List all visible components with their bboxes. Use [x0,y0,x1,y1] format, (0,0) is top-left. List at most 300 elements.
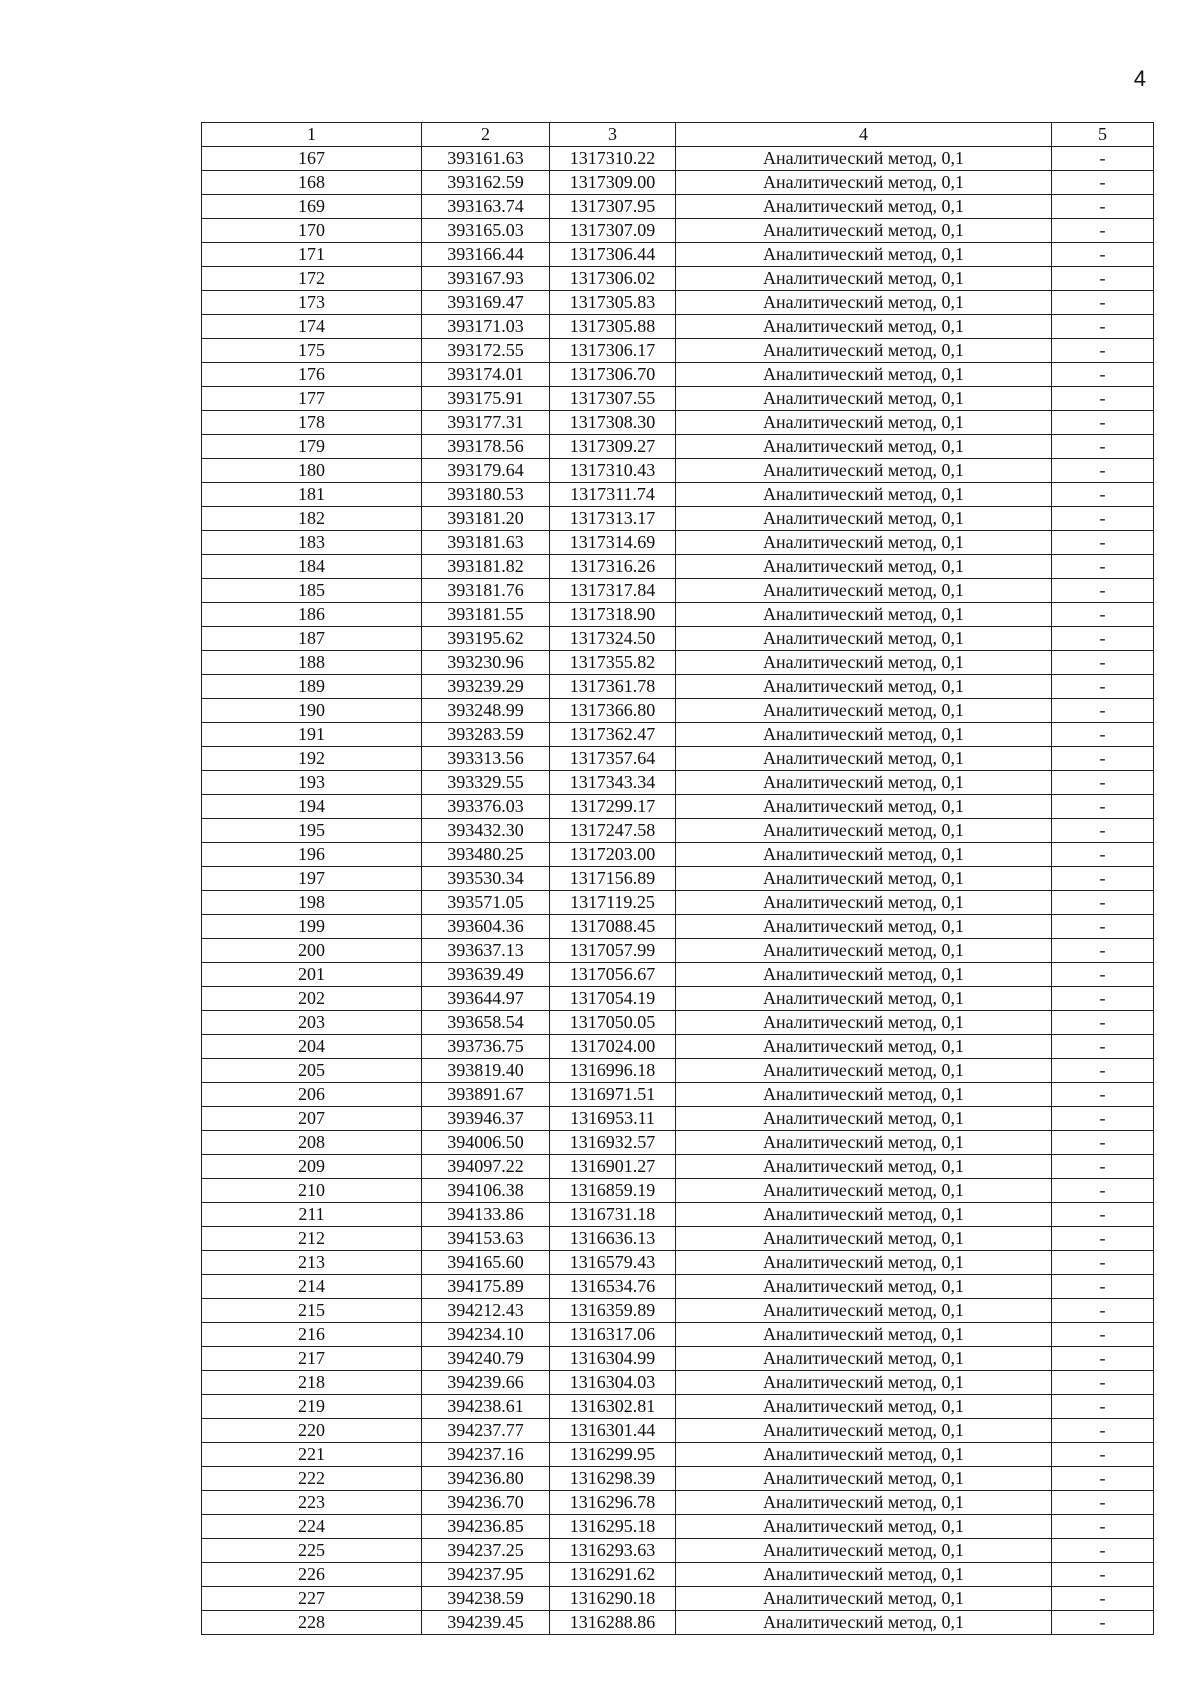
x-coordinate-cell: 393329.55 [422,771,550,795]
point-number-cell: 223 [202,1491,422,1515]
table-row [202,1587,1154,1611]
x-coordinate-cell: 393162.59 [422,171,550,195]
x-coordinate-cell: 394236.70 [422,1491,550,1515]
table-row [202,363,1154,387]
table-row [202,243,1154,267]
method-cell: Аналитический метод, 0,1 [676,291,1052,315]
note-cell: - [1052,1155,1154,1179]
point-number-cell: 172 [202,267,422,291]
point-number-cell: 208 [202,1131,422,1155]
coordinates-table [201,122,1154,1635]
x-coordinate-cell: 393181.20 [422,507,550,531]
x-coordinate-cell: 393376.03 [422,795,550,819]
method-cell: Аналитический метод, 0,1 [676,1251,1052,1275]
method-cell: Аналитический метод, 0,1 [676,1419,1052,1443]
y-coordinate-cell: 1317308.30 [550,411,676,435]
method-cell: Аналитический метод, 0,1 [676,1611,1052,1635]
point-number-cell: 182 [202,507,422,531]
method-cell: Аналитический метод, 0,1 [676,1323,1052,1347]
table-row [202,1611,1154,1635]
method-cell: Аналитический метод, 0,1 [676,1059,1052,1083]
note-cell: - [1052,339,1154,363]
table-row [202,1083,1154,1107]
note-cell: - [1052,459,1154,483]
table-row [202,1539,1154,1563]
method-cell: Аналитический метод, 0,1 [676,1371,1052,1395]
x-coordinate-cell: 393480.25 [422,843,550,867]
method-cell: Аналитический метод, 0,1 [676,651,1052,675]
point-number-cell: 167 [202,147,422,171]
method-cell: Аналитический метод, 0,1 [676,699,1052,723]
x-coordinate-cell: 393167.93 [422,267,550,291]
method-cell: Аналитический метод, 0,1 [676,963,1052,987]
x-coordinate-cell: 393530.34 [422,867,550,891]
method-cell: Аналитический метод, 0,1 [676,219,1052,243]
x-coordinate-cell: 393163.74 [422,195,550,219]
y-coordinate-cell: 1316302.81 [550,1395,676,1419]
note-cell: - [1052,1227,1154,1251]
y-coordinate-cell: 1316996.18 [550,1059,676,1083]
x-coordinate-cell: 393248.99 [422,699,550,723]
point-number-cell: 178 [202,411,422,435]
x-coordinate-cell: 393181.76 [422,579,550,603]
method-cell: Аналитический метод, 0,1 [676,411,1052,435]
x-coordinate-cell: 393171.03 [422,315,550,339]
y-coordinate-cell: 1317366.80 [550,699,676,723]
table-row [202,1107,1154,1131]
note-cell: - [1052,987,1154,1011]
method-cell: Аналитический метод, 0,1 [676,1131,1052,1155]
point-number-cell: 168 [202,171,422,195]
table-row [202,1299,1154,1323]
y-coordinate-cell: 1317024.00 [550,1035,676,1059]
x-coordinate-cell: 393169.47 [422,291,550,315]
x-coordinate-cell: 394006.50 [422,1131,550,1155]
point-number-cell: 200 [202,939,422,963]
method-cell: Аналитический метод, 0,1 [676,1107,1052,1131]
x-coordinate-cell: 393181.63 [422,531,550,555]
method-cell: Аналитический метод, 0,1 [676,867,1052,891]
method-cell: Аналитический метод, 0,1 [676,1179,1052,1203]
y-coordinate-cell: 1316932.57 [550,1131,676,1155]
point-number-cell: 184 [202,555,422,579]
y-coordinate-cell: 1316901.27 [550,1155,676,1179]
note-cell: - [1052,1443,1154,1467]
y-coordinate-cell: 1317318.90 [550,603,676,627]
point-number-cell: 213 [202,1251,422,1275]
point-number-cell: 219 [202,1395,422,1419]
point-number-cell: 175 [202,339,422,363]
point-number-cell: 222 [202,1467,422,1491]
y-coordinate-cell: 1317355.82 [550,651,676,675]
x-coordinate-cell: 394175.89 [422,1275,550,1299]
note-cell: - [1052,1491,1154,1515]
page-number: 4 [1133,66,1146,91]
method-cell: Аналитический метод, 0,1 [676,795,1052,819]
method-cell: Аналитический метод, 0,1 [676,147,1052,171]
point-number-cell: 169 [202,195,422,219]
table-row [202,315,1154,339]
note-cell: - [1052,219,1154,243]
point-number-cell: 211 [202,1203,422,1227]
point-number-cell: 204 [202,1035,422,1059]
table-row [202,1515,1154,1539]
y-coordinate-cell: 1317119.25 [550,891,676,915]
y-coordinate-cell: 1317305.88 [550,315,676,339]
table-body [202,147,1154,1635]
point-number-cell: 193 [202,771,422,795]
method-cell: Аналитический метод, 0,1 [676,1491,1052,1515]
y-coordinate-cell: 1317343.34 [550,771,676,795]
table-row [202,699,1154,723]
point-number-cell: 194 [202,795,422,819]
y-coordinate-cell: 1317050.05 [550,1011,676,1035]
method-cell: Аналитический метод, 0,1 [676,1011,1052,1035]
table-row [202,939,1154,963]
y-coordinate-cell: 1317057.99 [550,939,676,963]
y-coordinate-cell: 1317306.44 [550,243,676,267]
x-coordinate-cell: 393166.44 [422,243,550,267]
point-number-cell: 205 [202,1059,422,1083]
y-coordinate-cell: 1317309.27 [550,435,676,459]
column-header-4: 4 [676,123,1052,147]
y-coordinate-cell: 1316317.06 [550,1323,676,1347]
point-number-cell: 174 [202,315,422,339]
point-number-cell: 186 [202,603,422,627]
point-number-cell: 176 [202,363,422,387]
y-coordinate-cell: 1317310.22 [550,147,676,171]
x-coordinate-cell: 393195.62 [422,627,550,651]
method-cell: Аналитический метод, 0,1 [676,1515,1052,1539]
x-coordinate-cell: 394237.95 [422,1563,550,1587]
note-cell: - [1052,1611,1154,1635]
y-coordinate-cell: 1316291.62 [550,1563,676,1587]
x-coordinate-cell: 394240.79 [422,1347,550,1371]
method-cell: Аналитический метод, 0,1 [676,339,1052,363]
method-cell: Аналитический метод, 0,1 [676,483,1052,507]
table-row [202,1035,1154,1059]
point-number-cell: 185 [202,579,422,603]
point-number-cell: 203 [202,1011,422,1035]
y-coordinate-cell: 1316301.44 [550,1419,676,1443]
table-row [202,867,1154,891]
table-row [202,171,1154,195]
table-row [202,1179,1154,1203]
method-cell: Аналитический метод, 0,1 [676,1299,1052,1323]
x-coordinate-cell: 393891.67 [422,1083,550,1107]
table-row [202,747,1154,771]
x-coordinate-cell: 393181.55 [422,603,550,627]
point-number-cell: 195 [202,819,422,843]
table-row [202,1155,1154,1179]
method-cell: Аналитический метод, 0,1 [676,627,1052,651]
point-number-cell: 181 [202,483,422,507]
note-cell: - [1052,1323,1154,1347]
point-number-cell: 215 [202,1299,422,1323]
note-cell: - [1052,963,1154,987]
table-row [202,915,1154,939]
note-cell: - [1052,1539,1154,1563]
x-coordinate-cell: 393165.03 [422,219,550,243]
method-cell: Аналитический метод, 0,1 [676,675,1052,699]
table-row [202,1371,1154,1395]
table-header-row [202,123,1154,147]
point-number-cell: 202 [202,987,422,1011]
note-cell: - [1052,1563,1154,1587]
table-row [202,291,1154,315]
y-coordinate-cell: 1316304.99 [550,1347,676,1371]
method-cell: Аналитический метод, 0,1 [676,1395,1052,1419]
y-coordinate-cell: 1316288.86 [550,1611,676,1635]
x-coordinate-cell: 394165.60 [422,1251,550,1275]
x-coordinate-cell: 394238.59 [422,1587,550,1611]
point-number-cell: 224 [202,1515,422,1539]
table-row [202,555,1154,579]
method-cell: Аналитический метод, 0,1 [676,1443,1052,1467]
point-number-cell: 179 [202,435,422,459]
table-row [202,1251,1154,1275]
point-number-cell: 188 [202,651,422,675]
x-coordinate-cell: 393604.36 [422,915,550,939]
column-header-1: 1 [202,123,422,147]
y-coordinate-cell: 1316359.89 [550,1299,676,1323]
point-number-cell: 227 [202,1587,422,1611]
method-cell: Аналитический метод, 0,1 [676,459,1052,483]
point-number-cell: 228 [202,1611,422,1635]
table-row [202,411,1154,435]
point-number-cell: 189 [202,675,422,699]
y-coordinate-cell: 1316636.13 [550,1227,676,1251]
note-cell: - [1052,1419,1154,1443]
x-coordinate-cell: 393177.31 [422,411,550,435]
table-row [202,651,1154,675]
table-row [202,579,1154,603]
y-coordinate-cell: 1317054.19 [550,987,676,1011]
y-coordinate-cell: 1316299.95 [550,1443,676,1467]
x-coordinate-cell: 393180.53 [422,483,550,507]
x-coordinate-cell: 393179.64 [422,459,550,483]
table-row [202,603,1154,627]
x-coordinate-cell: 394239.45 [422,1611,550,1635]
table-row [202,531,1154,555]
y-coordinate-cell: 1317305.83 [550,291,676,315]
point-number-cell: 197 [202,867,422,891]
column-header-2: 2 [422,123,550,147]
note-cell: - [1052,363,1154,387]
note-cell: - [1052,1275,1154,1299]
point-number-cell: 210 [202,1179,422,1203]
method-cell: Аналитический метод, 0,1 [676,1467,1052,1491]
method-cell: Аналитический метод, 0,1 [676,1587,1052,1611]
table-row [202,819,1154,843]
x-coordinate-cell: 394212.43 [422,1299,550,1323]
y-coordinate-cell: 1317310.43 [550,459,676,483]
point-number-cell: 191 [202,723,422,747]
note-cell: - [1052,939,1154,963]
point-number-cell: 171 [202,243,422,267]
x-coordinate-cell: 394153.63 [422,1227,550,1251]
note-cell: - [1052,747,1154,771]
point-number-cell: 199 [202,915,422,939]
table-row [202,891,1154,915]
table-row [202,1203,1154,1227]
table-row [202,387,1154,411]
table-row [202,1227,1154,1251]
y-coordinate-cell: 1317307.95 [550,195,676,219]
y-coordinate-cell: 1317314.69 [550,531,676,555]
note-cell: - [1052,723,1154,747]
table-row [202,1059,1154,1083]
note-cell: - [1052,1299,1154,1323]
table-row [202,1011,1154,1035]
table-row [202,795,1154,819]
point-number-cell: 220 [202,1419,422,1443]
column-header-5: 5 [1052,123,1154,147]
x-coordinate-cell: 394237.16 [422,1443,550,1467]
point-number-cell: 177 [202,387,422,411]
y-coordinate-cell: 1316534.76 [550,1275,676,1299]
x-coordinate-cell: 393658.54 [422,1011,550,1035]
note-cell: - [1052,315,1154,339]
point-number-cell: 206 [202,1083,422,1107]
method-cell: Аналитический метод, 0,1 [676,243,1052,267]
table-row [202,435,1154,459]
point-number-cell: 187 [202,627,422,651]
note-cell: - [1052,1515,1154,1539]
method-cell: Аналитический метод, 0,1 [676,507,1052,531]
x-coordinate-cell: 393174.01 [422,363,550,387]
note-cell: - [1052,1107,1154,1131]
note-cell: - [1052,1203,1154,1227]
table-row [202,1275,1154,1299]
table-row [202,843,1154,867]
method-cell: Аналитический метод, 0,1 [676,387,1052,411]
y-coordinate-cell: 1317307.09 [550,219,676,243]
y-coordinate-cell: 1317307.55 [550,387,676,411]
point-number-cell: 217 [202,1347,422,1371]
note-cell: - [1052,627,1154,651]
note-cell: - [1052,171,1154,195]
table-row [202,1131,1154,1155]
x-coordinate-cell: 394238.61 [422,1395,550,1419]
note-cell: - [1052,843,1154,867]
table-row [202,507,1154,531]
x-coordinate-cell: 394237.77 [422,1419,550,1443]
method-cell: Аналитический метод, 0,1 [676,747,1052,771]
table-row [202,483,1154,507]
y-coordinate-cell: 1316859.19 [550,1179,676,1203]
point-number-cell: 218 [202,1371,422,1395]
x-coordinate-cell: 394133.86 [422,1203,550,1227]
table-row [202,459,1154,483]
x-coordinate-cell: 394106.38 [422,1179,550,1203]
method-cell: Аналитический метод, 0,1 [676,195,1052,219]
y-coordinate-cell: 1316298.39 [550,1467,676,1491]
note-cell: - [1052,891,1154,915]
method-cell: Аналитический метод, 0,1 [676,1347,1052,1371]
method-cell: Аналитический метод, 0,1 [676,891,1052,915]
y-coordinate-cell: 1316971.51 [550,1083,676,1107]
table-row [202,147,1154,171]
y-coordinate-cell: 1316304.03 [550,1371,676,1395]
point-number-cell: 201 [202,963,422,987]
y-coordinate-cell: 1317247.58 [550,819,676,843]
x-coordinate-cell: 393946.37 [422,1107,550,1131]
y-coordinate-cell: 1317299.17 [550,795,676,819]
point-number-cell: 180 [202,459,422,483]
point-number-cell: 212 [202,1227,422,1251]
x-coordinate-cell: 393161.63 [422,147,550,171]
note-cell: - [1052,387,1154,411]
x-coordinate-cell: 393313.56 [422,747,550,771]
note-cell: - [1052,507,1154,531]
y-coordinate-cell: 1317306.17 [550,339,676,363]
table-row [202,1467,1154,1491]
point-number-cell: 225 [202,1539,422,1563]
y-coordinate-cell: 1317156.89 [550,867,676,891]
table-row [202,1323,1154,1347]
note-cell: - [1052,1083,1154,1107]
table-row [202,267,1154,291]
y-coordinate-cell: 1316293.63 [550,1539,676,1563]
note-cell: - [1052,555,1154,579]
x-coordinate-cell: 393819.40 [422,1059,550,1083]
note-cell: - [1052,867,1154,891]
x-coordinate-cell: 393644.97 [422,987,550,1011]
method-cell: Аналитический метод, 0,1 [676,1155,1052,1179]
y-coordinate-cell: 1316290.18 [550,1587,676,1611]
x-coordinate-cell: 394236.85 [422,1515,550,1539]
note-cell: - [1052,819,1154,843]
note-cell: - [1052,603,1154,627]
method-cell: Аналитический метод, 0,1 [676,1203,1052,1227]
table-row [202,963,1154,987]
method-cell: Аналитический метод, 0,1 [676,939,1052,963]
table-row [202,339,1154,363]
note-cell: - [1052,1371,1154,1395]
y-coordinate-cell: 1317362.47 [550,723,676,747]
table-row [202,1419,1154,1443]
method-cell: Аналитический метод, 0,1 [676,171,1052,195]
method-cell: Аналитический метод, 0,1 [676,1563,1052,1587]
table-row [202,1395,1154,1419]
method-cell: Аналитический метод, 0,1 [676,771,1052,795]
point-number-cell: 214 [202,1275,422,1299]
table-row [202,1563,1154,1587]
table-row [202,219,1154,243]
x-coordinate-cell: 393432.30 [422,819,550,843]
point-number-cell: 183 [202,531,422,555]
note-cell: - [1052,1011,1154,1035]
table-row [202,1491,1154,1515]
y-coordinate-cell: 1317316.26 [550,555,676,579]
method-cell: Аналитический метод, 0,1 [676,1083,1052,1107]
y-coordinate-cell: 1316296.78 [550,1491,676,1515]
point-number-cell: 209 [202,1155,422,1179]
note-cell: - [1052,1131,1154,1155]
x-coordinate-cell: 393571.05 [422,891,550,915]
table-row [202,771,1154,795]
method-cell: Аналитический метод, 0,1 [676,819,1052,843]
method-cell: Аналитический метод, 0,1 [676,1539,1052,1563]
note-cell: - [1052,1467,1154,1491]
method-cell: Аналитический метод, 0,1 [676,267,1052,291]
note-cell: - [1052,243,1154,267]
method-cell: Аналитический метод, 0,1 [676,435,1052,459]
x-coordinate-cell: 393181.82 [422,555,550,579]
note-cell: - [1052,483,1154,507]
y-coordinate-cell: 1316295.18 [550,1515,676,1539]
